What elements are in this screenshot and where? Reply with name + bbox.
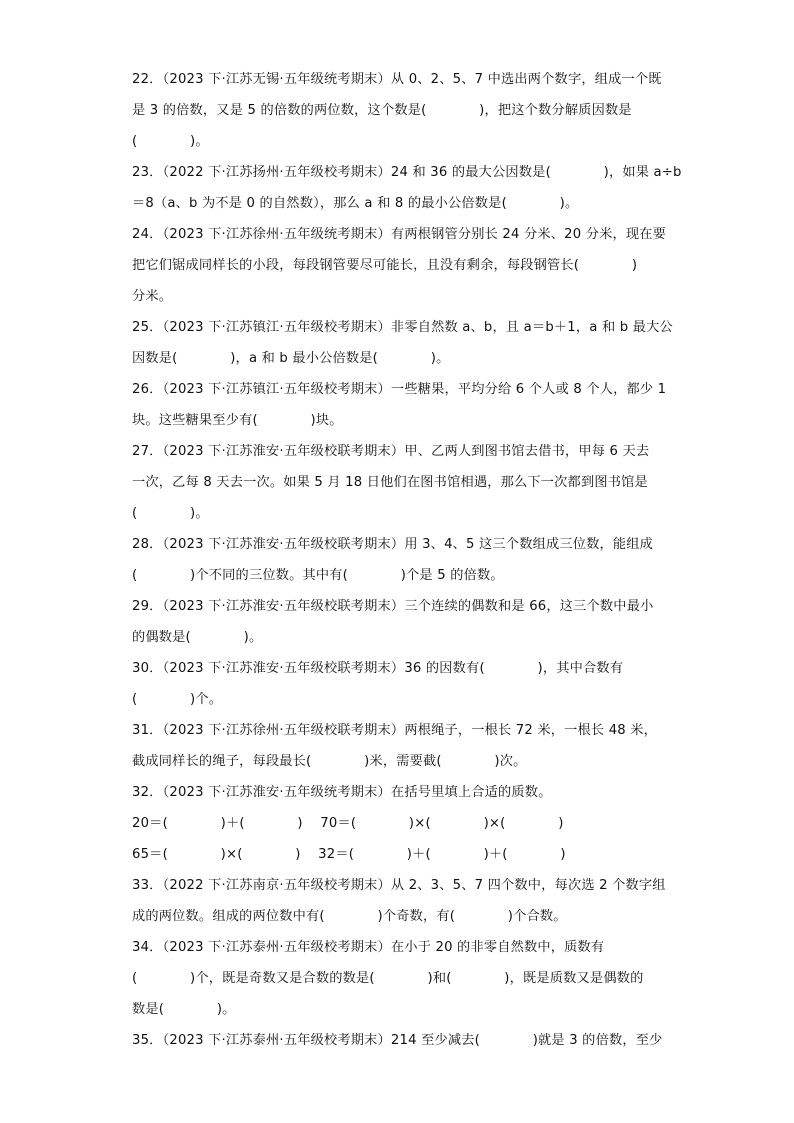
question-line: 分米。	[132, 289, 173, 304]
question-32	[132, 777, 662, 870]
question-line: ( )个，既是奇数又是合数的数是( )和( )，既是质数又是偶数的	[132, 971, 644, 986]
question-line: 34．（2023 下·江苏泰州·五年级校考期末）在小于 20 的非零自然数中，质数有	[132, 940, 605, 955]
question-line: ( )个。	[132, 692, 223, 707]
question-29	[132, 591, 662, 653]
question-line: ( )个不同的三位数。其中有( )个是 5 的倍数。	[132, 568, 504, 583]
question-35	[132, 1025, 662, 1056]
question-line: 33．（2022 下·江苏南京·五年级校考期末）从 2、3、5、7 四个数中，每次选 2 个数字组	[132, 878, 666, 893]
question-line: 截成同样长的绳子，每段最长( )米，需要截( )次。	[132, 754, 527, 769]
question-30	[132, 653, 662, 715]
question-line: 31．（2023 下·江苏徐州·五年级校联考期末）两根绳子，一根长 72 米，一根长 48 米，	[132, 723, 658, 738]
question-27	[132, 436, 662, 529]
question-line: ( )。	[132, 506, 209, 521]
question-line: 29．（2023 下·江苏淮安·五年级校联考期末）三个连续的偶数和是 66，这三个数中最小	[132, 599, 654, 614]
question-line: ( )。	[132, 134, 209, 149]
question-22	[132, 64, 662, 157]
question-line: 23．（2022 下·江苏扬州·五年级校考期末）24 和 36 的最大公因数是( )，如果 a÷b	[132, 165, 682, 180]
question-line: 24．（2023 下·江苏徐州·五年级统考期末）有两根钢管分别长 24 分米、20 分米，现在要	[132, 227, 667, 242]
question-26	[132, 374, 667, 436]
question-line: 65＝( )×( ) 32＝( )＋( )＋( )	[132, 847, 566, 862]
question-line: 把它们锯成同样长的小段，每段钢管要尽可能长，且没有剩余，每段钢管长( )	[132, 258, 638, 273]
question-23	[132, 157, 682, 219]
question-line: 一次，乙每 8 天去一次。如果 5 月 18 日他们在图书馆相遇，那么下一次都到图书馆是	[132, 475, 648, 490]
question-28	[132, 529, 662, 591]
question-line: 的偶数是( )。	[132, 630, 263, 645]
question-line: ＝8（a、b 为不是 0 的自然数），那么 a 和 8 的最小公倍数是( )。	[132, 196, 579, 211]
question-24	[132, 219, 667, 312]
question-line: 22．（2023 下·江苏无锡·五年级统考期末）从 0、2、5、7 中选出两个数字，组成一个既	[132, 72, 662, 87]
question-25	[132, 312, 673, 374]
question-line: 30．（2023 下·江苏淮安·五年级校联考期末）36 的因数有( )，其中合数有	[132, 661, 624, 676]
question-line: 块。这些糖果至少有( )块。	[132, 413, 343, 428]
question-line: 28．（2023 下·江苏淮安·五年级校联考期末）用 3、4、5 这三个数组成三位数，能组成	[132, 537, 654, 552]
question-line: 是 3 的倍数，又是 5 的倍数的两位数，这个数是( )，把这个数分解质因数是	[132, 103, 632, 118]
question-line: 20＝( )＋( ) 70＝( )×( )×( )	[132, 816, 564, 831]
question-line: 32．（2023 下·江苏淮安·五年级统考期末）在括号里填上合适的质数。	[132, 785, 552, 800]
question-33	[132, 870, 666, 932]
question-line: 25．（2023 下·江苏镇江·五年级校考期末）非零自然数 a、b，且 a＝b＋1，a 和 b 最大公	[132, 320, 673, 335]
question-line: 数是( )。	[132, 1002, 236, 1017]
question-31	[132, 715, 662, 777]
question-34	[132, 932, 662, 1025]
worksheet-page	[132, 64, 682, 1056]
question-line: 27．（2023 下·江苏淮安·五年级校联考期末）甲、乙两人到图书馆去借书，甲每 6 天去	[132, 444, 650, 459]
question-line: 因数是( )，a 和 b 最小公倍数是( )。	[132, 351, 450, 366]
question-line: 26．（2023 下·江苏镇江·五年级校考期末）一些糖果，平均分给 6 个人或 8 个人，都少 1	[132, 382, 667, 397]
question-line: 成的两位数。组成的两位数中有( )个奇数，有( )个合数。	[132, 909, 567, 924]
question-line: 35．（2023 下·江苏泰州·五年级校考期末）214 至少减去( )就是 3 的倍数，至少	[132, 1033, 663, 1048]
